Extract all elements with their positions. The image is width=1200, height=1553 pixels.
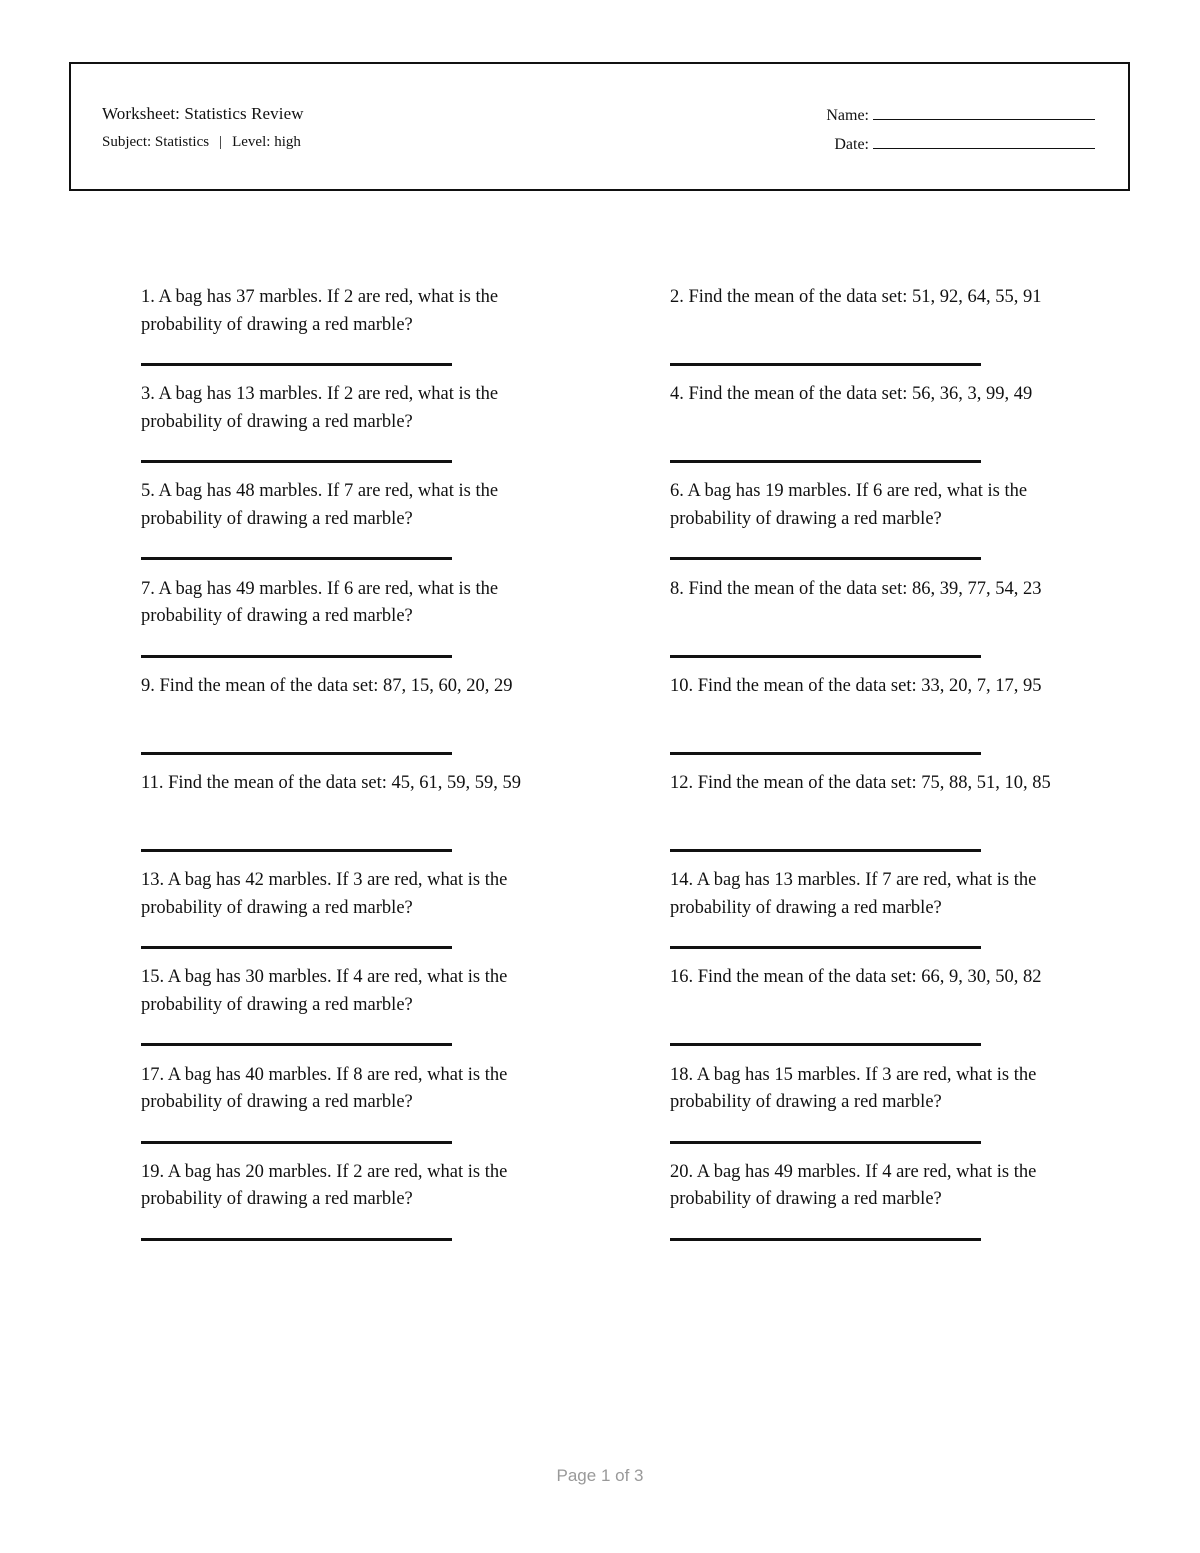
question-item: [141, 381, 670, 478]
question-row: [141, 1062, 1101, 1159]
answer-line[interactable]: [141, 946, 452, 949]
answer-line[interactable]: [141, 752, 452, 755]
answer-line[interactable]: [141, 363, 452, 366]
question-text: 20. A bag has 49 marbles. If 4 are red, what is the probability of drawing a red marble?: [670, 1161, 1037, 1210]
question-row: [141, 867, 1101, 964]
date-field[interactable]: [873, 133, 1095, 149]
student-fields: [826, 104, 1095, 162]
question-text: 13. A bag has 42 marbles. If 3 are red, what is the probability of drawing a red marble?: [141, 870, 508, 918]
question-item: [141, 576, 670, 673]
answer-line[interactable]: [141, 655, 452, 658]
subject-label: Subject:: [102, 134, 152, 150]
question-item: [670, 673, 1101, 770]
question-text: 17. A bag has 40 marbles. If 8 are red, what is the probability of drawing a red marble?: [141, 1064, 508, 1112]
question-text: 3. A bag has 13 marbles. If 2 are red, what is the probability of drawing a red marble?: [141, 384, 499, 432]
question-row: [141, 284, 1101, 381]
date-label: Date:: [834, 136, 869, 153]
question-item: [141, 770, 670, 867]
name-field[interactable]: [873, 104, 1095, 120]
question-item: [141, 1159, 670, 1256]
name-field-row: [826, 104, 1095, 133]
meta-separator: |: [219, 134, 223, 150]
question-item: [670, 964, 1101, 1061]
question-row: [141, 770, 1101, 867]
question-row: [141, 964, 1101, 1061]
question-text: 12. Find the mean of the data set: 75, 88, 51, 10, 85: [670, 772, 1051, 793]
question-text: 11. Find the mean of the data set: 45, 61, 59, 59, 59: [141, 772, 522, 793]
level-value: high: [274, 134, 301, 150]
answer-line[interactable]: [670, 655, 981, 658]
question-text: 1. A bag has 37 marbles. If 2 are red, what is the probability of drawing a red marble?: [141, 287, 499, 335]
name-label: Name:: [826, 107, 869, 124]
question-text: 2. Find the mean of the data set: 51, 92, 64, 55, 91: [670, 287, 1042, 307]
question-text: 15. A bag has 30 marbles. If 4 are red, what is the probability of drawing a red marble?: [141, 967, 508, 1015]
question-text: 8. Find the mean of the data set: 86, 39, 77, 54, 23: [670, 578, 1042, 599]
question-text: 7. A bag has 49 marbles. If 6 are red, what is the probability of drawing a red marble?: [141, 578, 499, 627]
question-item: [670, 770, 1101, 867]
question-row: [141, 673, 1101, 770]
answer-line[interactable]: [670, 752, 981, 755]
worksheet-meta: [102, 132, 304, 152]
question-text: 4. Find the mean of the data set: 56, 36, 3, 99, 49: [670, 384, 1033, 405]
question-row: [141, 576, 1101, 673]
answer-line[interactable]: [141, 460, 452, 463]
question-row: [141, 1159, 1101, 1256]
question-item: [141, 867, 670, 964]
question-text: 16. Find the mean of the data set: 66, 9, 30, 50, 82: [670, 967, 1042, 988]
question-row: [141, 478, 1101, 575]
question-text: 14. A bag has 13 marbles. If 7 are red, what is the probability of drawing a red marble?: [670, 870, 1037, 918]
question-text: 9. Find the mean of the data set: 87, 15, 60, 20, 29: [141, 675, 513, 696]
question-text: 19. A bag has 20 marbles. If 2 are red, what is the probability of drawing a red marble?: [141, 1161, 508, 1210]
answer-line[interactable]: [141, 1238, 452, 1241]
answer-line[interactable]: [670, 1043, 981, 1046]
question-text: 5. A bag has 48 marbles. If 7 are red, what is the probability of drawing a red marble?: [141, 481, 499, 529]
answer-line[interactable]: [670, 946, 981, 949]
answer-line[interactable]: [670, 849, 981, 852]
question-item: [141, 964, 670, 1061]
question-row: [141, 381, 1101, 478]
answer-line[interactable]: [670, 1141, 981, 1144]
answer-line[interactable]: [670, 363, 981, 366]
answer-line[interactable]: [670, 1238, 981, 1241]
answer-line[interactable]: [141, 1043, 452, 1046]
question-grid: [141, 284, 1101, 1256]
question-item: [670, 478, 1101, 575]
question-item: [670, 867, 1101, 964]
question-item: [670, 284, 1101, 381]
page-number: Page 1 of 3: [556, 1466, 644, 1485]
date-field-row: [826, 133, 1095, 162]
worksheet-header: [69, 62, 1130, 191]
answer-line[interactable]: [141, 1141, 452, 1144]
question-item: [141, 478, 670, 575]
question-item: [141, 1062, 670, 1159]
question-item: [141, 284, 670, 381]
question-item: [670, 1159, 1101, 1256]
answer-line[interactable]: [141, 557, 452, 560]
subject-value: Statistics: [154, 134, 210, 150]
level-label: Level:: [232, 134, 271, 150]
question-text: 10. Find the mean of the data set: 33, 20, 7, 17, 95: [670, 675, 1042, 696]
answer-line[interactable]: [670, 460, 981, 463]
question-text: 18. A bag has 15 marbles. If 3 are red, what is the probability of drawing a red marble?: [670, 1064, 1037, 1112]
question-item: [670, 1062, 1101, 1159]
question-item: [670, 381, 1101, 478]
question-text: 6. A bag has 19 marbles. If 6 are red, what is the probability of drawing a red marble?: [670, 481, 1028, 529]
question-item: [141, 673, 670, 770]
question-item: [670, 576, 1101, 673]
header-info: [102, 104, 304, 152]
answer-line[interactable]: [670, 557, 981, 560]
worksheet-title: Worksheet: Statistics Review: [102, 104, 304, 123]
answer-line[interactable]: [141, 849, 452, 852]
